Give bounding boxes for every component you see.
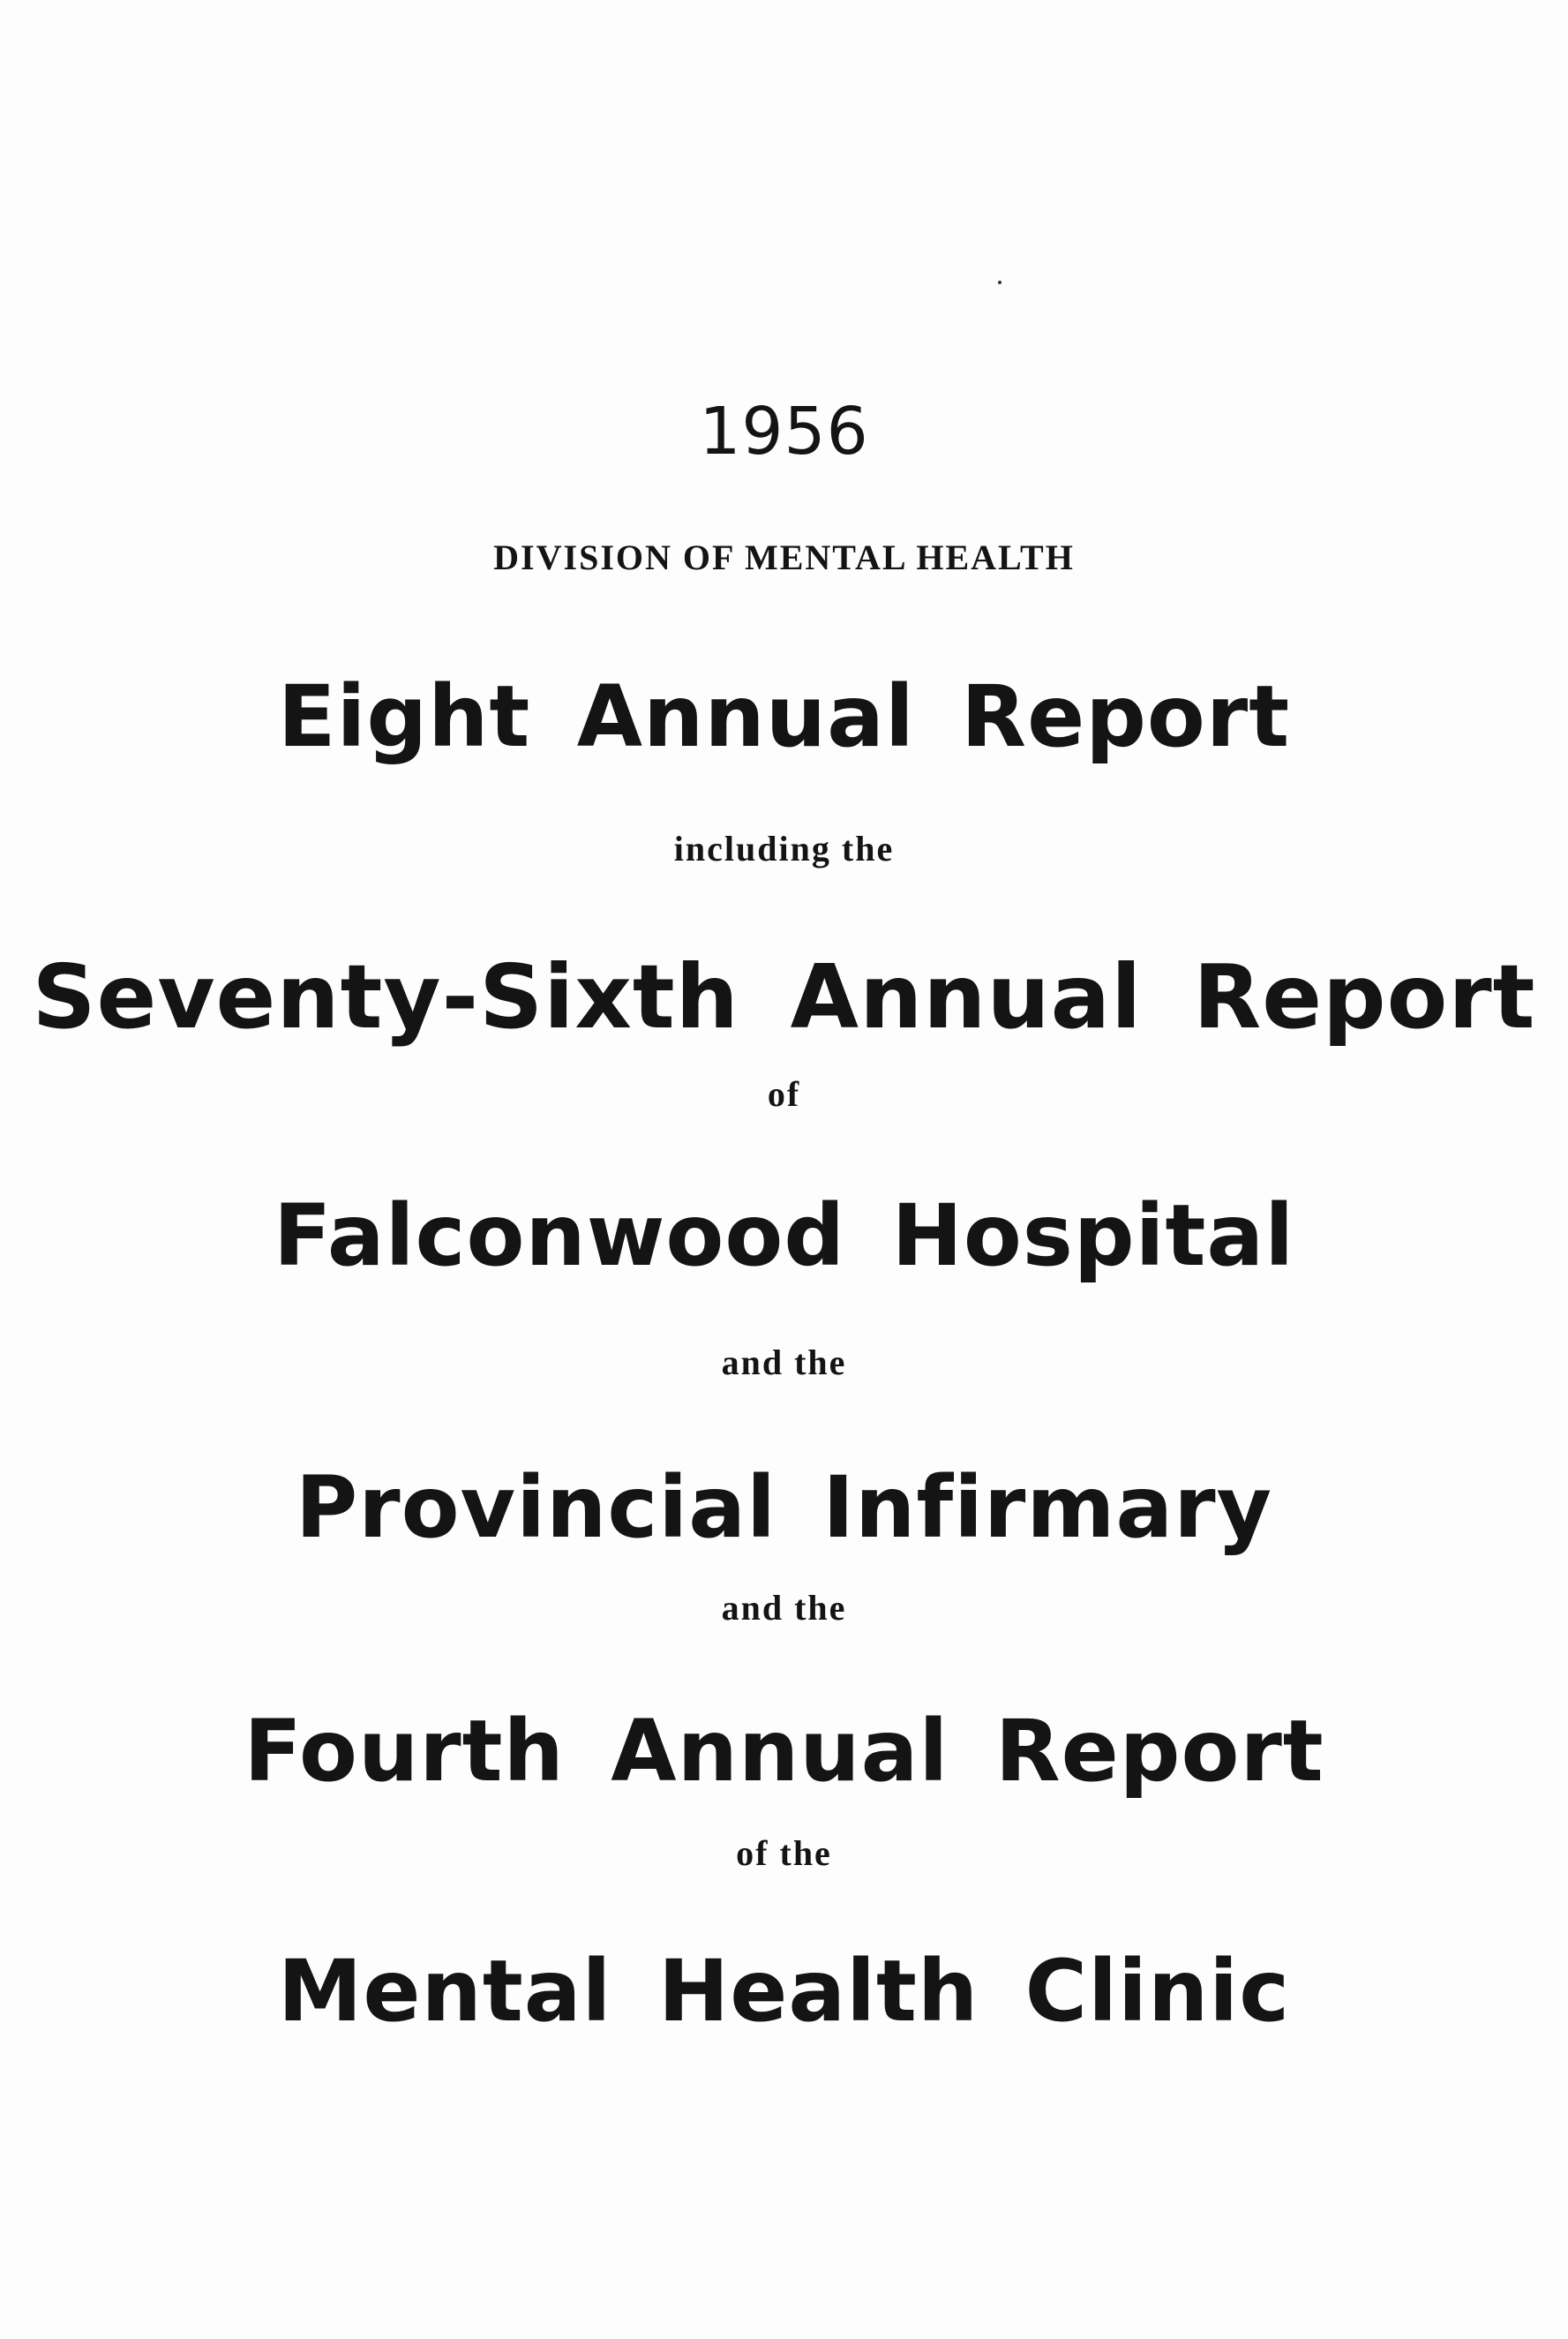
report-year: 1956 [699,394,869,470]
title-seventy-sixth-annual-report: Seventy-Sixth Annual Report [32,945,1536,1049]
title-mental-health-clinic: Mental Health Clinic [277,1942,1291,2041]
connector-and-the-2: and the [721,1588,847,1628]
title-provincial-infirmary: Provincial Infirmary [295,1458,1273,1557]
title-eight-annual-report: Eight Annual Report [277,667,1291,766]
connector-including-the: including the [673,829,895,869]
connector-of-the: of the [736,1833,832,1873]
connector-and-the-1: and the [721,1342,847,1382]
print-speck [998,281,1002,284]
title-fourth-annual-report: Fourth Annual Report [244,1702,1324,1801]
title-falconwood-hospital: Falconwood Hospital [273,1186,1295,1285]
division-heading: DIVISION OF MENTAL HEALTH [493,538,1075,577]
connector-of: of [767,1074,801,1114]
